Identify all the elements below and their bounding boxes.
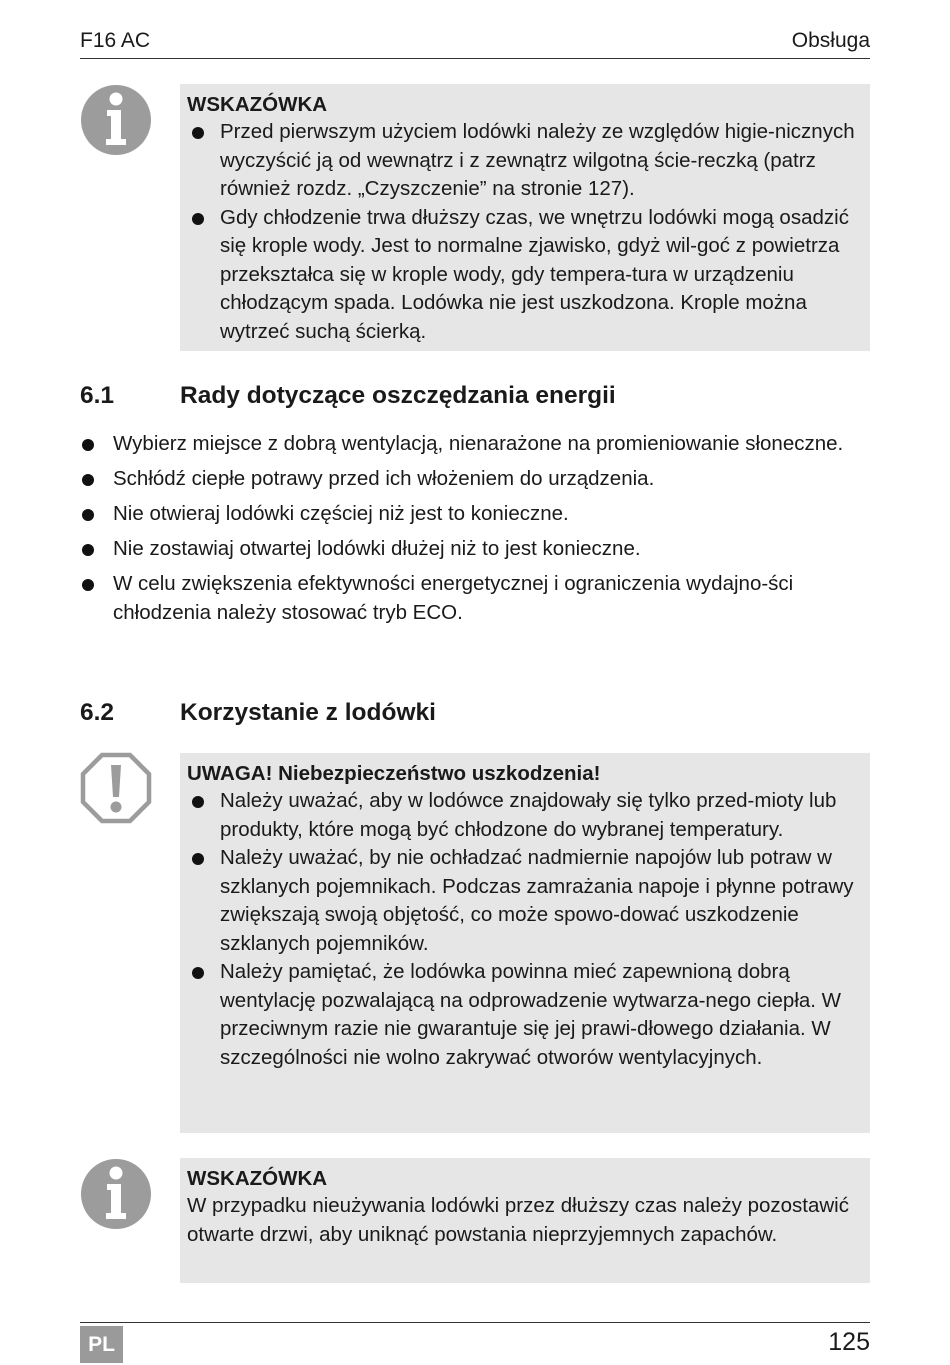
note-title: WSKAZÓWKA xyxy=(187,93,328,116)
section-number: 6.1 xyxy=(80,382,115,409)
list-item: Nie zostawiaj otwartej lodówki dłużej niż to jest konieczne. xyxy=(80,535,870,564)
list-item: Schłódź ciepłe potrawy przed ich włożeniem do urządzenia. xyxy=(80,465,870,494)
warning-item: Należy uważać, by nie ochładzać nadmiernie napojów lub potraw w szklanych pojemnikach. Podczas zamrażania napoje i płynne potrawy zwiększają swoją objętość, co może spowo-dować uszkodzenie szklanych pojemników. xyxy=(187,844,862,958)
list-item: W celu zwiększenia efektywności energetycznej i ograniczenia wydajno-ści chłodzenia należy stosować tryb ECO. xyxy=(80,570,870,627)
info-icon xyxy=(80,84,152,156)
energy-tips-list xyxy=(80,430,870,634)
list-item: Nie otwieraj lodówki częściej niż jest to konieczne. xyxy=(80,500,870,529)
note-box-storage xyxy=(180,1158,870,1283)
note-text: W przypadku nieużywania lodówki przez dłuższy czas należy pozostawić otwarte drzwi, aby uniknąć powstania nieprzyjemnych zapachów. xyxy=(187,1194,849,1246)
note-box-hygiene xyxy=(180,84,870,351)
page-header xyxy=(80,26,870,59)
warning-item: Należy pamiętać, że lodówka powinna mieć zapewnioną dobrą wentylację pozwalającą na odprowadzenie wytwarza-nego ciepła. W przeciwnym razie nie gwarantuje się jej prawi-dłowego działania. W szczególności nie wolno zakrywać otworów wentylacyjnych. xyxy=(187,958,862,1072)
warning-octagon-icon xyxy=(80,752,152,824)
note-title: WSKAZÓWKA xyxy=(187,1167,328,1190)
section-number: 6.2 xyxy=(80,699,115,726)
model-name: F16 AC xyxy=(80,29,151,52)
list-item: Wybierz miejsce z dobrą wentylacją, nienarażone na promieniowanie słoneczne. xyxy=(80,430,870,459)
note-item: Przed pierwszym użyciem lodówki należy ze względów higie-nicznych wyczyścić ją od wewnątrz i z zewnątrz wilgotną ście-reczką (patrz również rozdz. „Czyszczenie” na stronie 127). xyxy=(187,118,862,204)
note-list xyxy=(187,118,862,346)
info-icon xyxy=(80,1158,152,1230)
warning-item: Należy uważać, aby w lodówce znajdowały się tylko przed-mioty lub produkty, które mogą być chłodzone do wybranej temperatury. xyxy=(187,787,862,844)
warning-title: UWAGA! Niebezpieczeństwo uszkodzenia! xyxy=(187,762,601,785)
warning-list xyxy=(187,787,862,1072)
page-footer xyxy=(80,1322,870,1363)
note-item: Gdy chłodzenie trwa dłuższy czas, we wnętrzu lodówki mogą osadzić się krople wody. Jest to normalne zjawisko, gdyż wil-goć z powietrza przekształca się w krople wody, gdy tempera-tura w urządzeniu chłodzącym spada. Lodówka nie jest uszkodzona. Krople można wytrzeć suchą ścierką. xyxy=(187,204,862,347)
warning-box xyxy=(180,753,870,1133)
chapter-name: Obsługa xyxy=(791,29,870,52)
page-number: 125 xyxy=(828,1328,870,1356)
language-badge: PL xyxy=(80,1326,123,1363)
section-title: Rady dotyczące oszczędzania energii xyxy=(180,382,616,409)
section-title: Korzystanie z lodówki xyxy=(180,699,436,726)
